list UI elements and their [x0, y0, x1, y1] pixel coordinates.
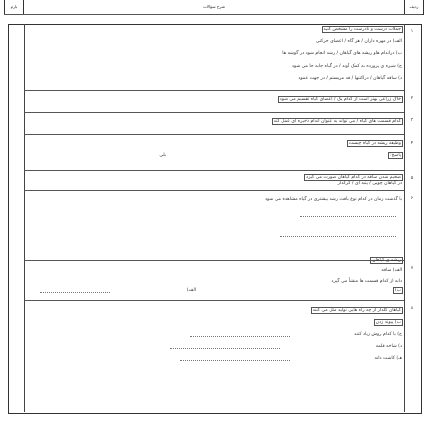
question-text: وظیفه ریشه در گیاه چیست	[348, 141, 401, 146]
question-text: جملات درست و نادرست را مشخص کنید	[323, 27, 401, 32]
question-text: گیاهان گلدار از چه راه هایی تولید مثل می کنند	[312, 308, 401, 313]
question-text: ریشه ی گیاهان	[372, 258, 401, 263]
answer-line	[40, 292, 110, 293]
question-number: ۳	[410, 118, 414, 123]
answer-line	[190, 336, 290, 337]
question-number: ۴	[410, 141, 414, 146]
answer-value: بلی	[159, 153, 166, 158]
question-line: در گیاهان چوبی / پنبه ای / کرکدار	[337, 181, 402, 186]
question-number: ۱	[410, 29, 414, 34]
answer-line	[300, 216, 396, 217]
question-line: ج) شیره ی پرورده به کمک آوند / در گیاه جابه جا می شود	[291, 64, 402, 69]
table-header	[4, 0, 424, 15]
question-number: ۶	[410, 196, 414, 201]
questions-frame	[8, 24, 422, 414]
number-column-rule	[404, 24, 405, 412]
answer-line	[170, 348, 280, 349]
row-divider	[24, 260, 404, 261]
question-line: ب) پیوند زدن	[375, 320, 401, 325]
score-column-rule	[24, 24, 25, 412]
row-divider	[24, 170, 404, 171]
answer-line	[180, 360, 290, 361]
header-score: بارم	[10, 4, 18, 9]
row-divider	[24, 90, 404, 91]
answer-line	[280, 236, 396, 237]
answer-label: پاسخ:	[389, 153, 401, 158]
question-line: الف) ساقه	[381, 268, 402, 273]
row-divider	[24, 300, 404, 301]
question-line: ب)	[394, 288, 401, 293]
row-divider	[24, 134, 404, 135]
question-line: الف)	[186, 288, 196, 293]
question-line: ب) دراندام هاو ریشه های گیاهان / رشد انجام شود در گوشه ها	[282, 51, 402, 56]
row-divider	[24, 112, 404, 113]
question-text: ضخیم شدن ساقه در کدام گیاهان صورت می گیرد	[306, 175, 401, 180]
question-line: دانه از کدام قسمت ها منشأ می گیرد	[331, 279, 402, 284]
question-number: ۵	[410, 176, 414, 181]
question-line: د) شاخه قلمه	[375, 344, 402, 349]
header-questions: شرح سؤالات	[23, 0, 404, 14]
question-number: ۷	[410, 266, 414, 271]
header-row-number: ردیف	[404, 0, 423, 14]
question-number: ۲	[410, 96, 414, 101]
question-text: خاک زراعی بهتر است از کدام یک / اعضای گیاه تقسیم می شود	[279, 97, 401, 102]
header-divider	[4, 14, 422, 15]
question-line: الف) در مهره داران / هر گاه / اعضای حرکتی	[315, 39, 402, 44]
question-text: کدام قسمت های گیاه / می تواند به عنوان اندام ذخیره ای عمل کند	[273, 119, 401, 124]
question-number: ۸	[410, 306, 414, 311]
row-divider	[24, 190, 404, 191]
question-line: د) ساقه گیاهان / دراکتنها / قد مریستم / در جهت عمود	[298, 76, 402, 81]
question-line: هـ) کاشت دانه	[374, 356, 402, 361]
question-line: ج) با کدام روش زیاد کنند	[354, 332, 402, 337]
question-text: با گذشت زمان در کدام نوع بافت رشد بیشتری در گیاه مشاهده می شود	[265, 197, 402, 202]
